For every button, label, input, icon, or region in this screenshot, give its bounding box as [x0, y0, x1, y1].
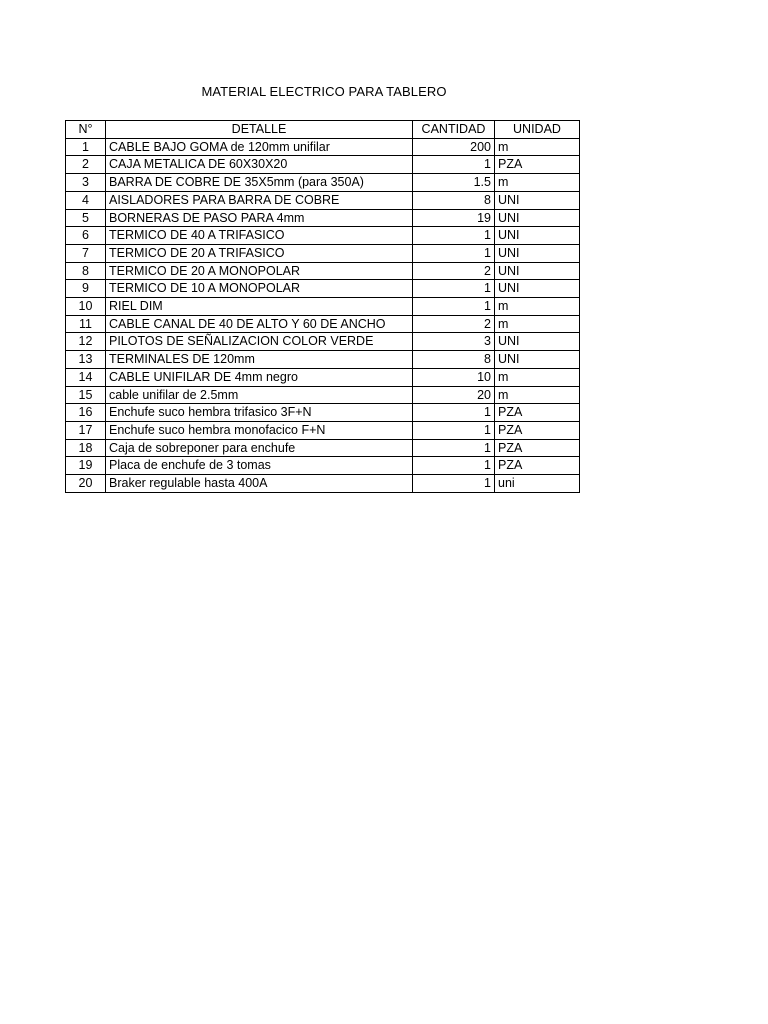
cell-num: 1: [66, 138, 106, 156]
cell-unidad: PZA: [495, 156, 580, 174]
table-row: [66, 351, 580, 369]
table-row: [66, 421, 580, 439]
cell-num: 3: [66, 174, 106, 192]
cell-detalle: TERMINALES DE 120mm: [106, 351, 413, 369]
cell-num: 7: [66, 244, 106, 262]
cell-num: 6: [66, 227, 106, 245]
cell-unidad: UNI: [495, 280, 580, 298]
cell-detalle: TERMICO DE 20 A TRIFASICO: [106, 244, 413, 262]
cell-unidad: UNI: [495, 244, 580, 262]
cell-num: 14: [66, 368, 106, 386]
cell-num: 8: [66, 262, 106, 280]
cell-detalle: Enchufe suco hembra trifasico 3F+N: [106, 404, 413, 422]
cell-unidad: UNI: [495, 191, 580, 209]
header-cantidad: CANTIDAD: [413, 121, 495, 139]
cell-cantidad: 20: [413, 386, 495, 404]
cell-unidad: PZA: [495, 457, 580, 475]
cell-detalle: CABLE CANAL DE 40 DE ALTO Y 60 DE ANCHO: [106, 315, 413, 333]
table-row: [66, 368, 580, 386]
cell-detalle: BARRA DE COBRE DE 35X5mm (para 350A): [106, 174, 413, 192]
cell-unidad: m: [495, 298, 580, 316]
cell-num: 10: [66, 298, 106, 316]
table-row: [66, 333, 580, 351]
header-unidad: UNIDAD: [495, 121, 580, 139]
cell-cantidad: 8: [413, 191, 495, 209]
cell-num: 12: [66, 333, 106, 351]
cell-cantidad: 1: [413, 156, 495, 174]
table-row: [66, 386, 580, 404]
cell-cantidad: 1: [413, 227, 495, 245]
cell-num: 17: [66, 421, 106, 439]
cell-num: 15: [66, 386, 106, 404]
cell-detalle: AISLADORES PARA BARRA DE COBRE: [106, 191, 413, 209]
cell-cantidad: 1: [413, 457, 495, 475]
cell-detalle: Placa de enchufe de 3 tomas: [106, 457, 413, 475]
cell-cantidad: 1: [413, 475, 495, 493]
cell-unidad: UNI: [495, 351, 580, 369]
cell-num: 2: [66, 156, 106, 174]
cell-cantidad: 2: [413, 315, 495, 333]
cell-detalle: Enchufe suco hembra monofacico F+N: [106, 421, 413, 439]
cell-cantidad: 200: [413, 138, 495, 156]
cell-num: 18: [66, 439, 106, 457]
table-row: [66, 262, 580, 280]
header-num: N°: [66, 121, 106, 139]
cell-num: 19: [66, 457, 106, 475]
cell-cantidad: 2: [413, 262, 495, 280]
table-row: [66, 439, 580, 457]
cell-cantidad: 19: [413, 209, 495, 227]
cell-detalle: TERMICO DE 40 A TRIFASICO: [106, 227, 413, 245]
cell-unidad: UNI: [495, 227, 580, 245]
cell-detalle: PILOTOS DE SEÑALIZACION COLOR VERDE: [106, 333, 413, 351]
cell-cantidad: 10: [413, 368, 495, 386]
header-detalle: DETALLE: [106, 121, 413, 139]
cell-unidad: UNI: [495, 262, 580, 280]
cell-detalle: BORNERAS DE PASO PARA 4mm: [106, 209, 413, 227]
table-row: [66, 457, 580, 475]
cell-cantidad: 1: [413, 439, 495, 457]
table-row: [66, 174, 580, 192]
page-title: MATERIAL ELECTRICO PARA TABLERO: [201, 84, 447, 99]
table-row: [66, 404, 580, 422]
table-row: [66, 156, 580, 174]
table-row: [66, 191, 580, 209]
cell-num: 5: [66, 209, 106, 227]
cell-detalle: Caja de sobreponer para enchufe: [106, 439, 413, 457]
cell-detalle: cable unifilar de 2.5mm: [106, 386, 413, 404]
cell-cantidad: 1: [413, 244, 495, 262]
cell-cantidad: 1: [413, 421, 495, 439]
cell-detalle: CABLE BAJO GOMA de 120mm unifilar: [106, 138, 413, 156]
table-row: [66, 475, 580, 493]
cell-cantidad: 3: [413, 333, 495, 351]
table-row: [66, 244, 580, 262]
cell-detalle: TERMICO DE 20 A MONOPOLAR: [106, 262, 413, 280]
cell-unidad: PZA: [495, 421, 580, 439]
cell-detalle: Braker regulable hasta 400A: [106, 475, 413, 493]
table-body: [66, 138, 580, 492]
table-row: [66, 138, 580, 156]
cell-num: 11: [66, 315, 106, 333]
cell-detalle: CABLE UNIFILAR DE 4mm negro: [106, 368, 413, 386]
table-row: [66, 280, 580, 298]
cell-unidad: PZA: [495, 404, 580, 422]
cell-unidad: m: [495, 138, 580, 156]
cell-detalle: RIEL DIM: [106, 298, 413, 316]
cell-cantidad: 1: [413, 280, 495, 298]
cell-unidad: m: [495, 315, 580, 333]
cell-cantidad: 1: [413, 404, 495, 422]
cell-detalle: CAJA METALICA DE 60X30X20: [106, 156, 413, 174]
cell-cantidad: 1: [413, 298, 495, 316]
table-row: [66, 227, 580, 245]
cell-cantidad: 1.5: [413, 174, 495, 192]
cell-unidad: UNI: [495, 333, 580, 351]
table-row: [66, 209, 580, 227]
cell-num: 20: [66, 475, 106, 493]
cell-num: 16: [66, 404, 106, 422]
cell-unidad: PZA: [495, 439, 580, 457]
cell-unidad: m: [495, 368, 580, 386]
cell-detalle: TERMICO DE 10 A MONOPOLAR: [106, 280, 413, 298]
cell-unidad: UNI: [495, 209, 580, 227]
cell-unidad: m: [495, 174, 580, 192]
table-row: [66, 298, 580, 316]
cell-cantidad: 8: [413, 351, 495, 369]
material-table: [65, 120, 580, 493]
cell-unidad: uni: [495, 475, 580, 493]
cell-num: 13: [66, 351, 106, 369]
cell-num: 4: [66, 191, 106, 209]
cell-num: 9: [66, 280, 106, 298]
cell-unidad: m: [495, 386, 580, 404]
table-row: [66, 315, 580, 333]
table-header-row: [66, 121, 580, 139]
